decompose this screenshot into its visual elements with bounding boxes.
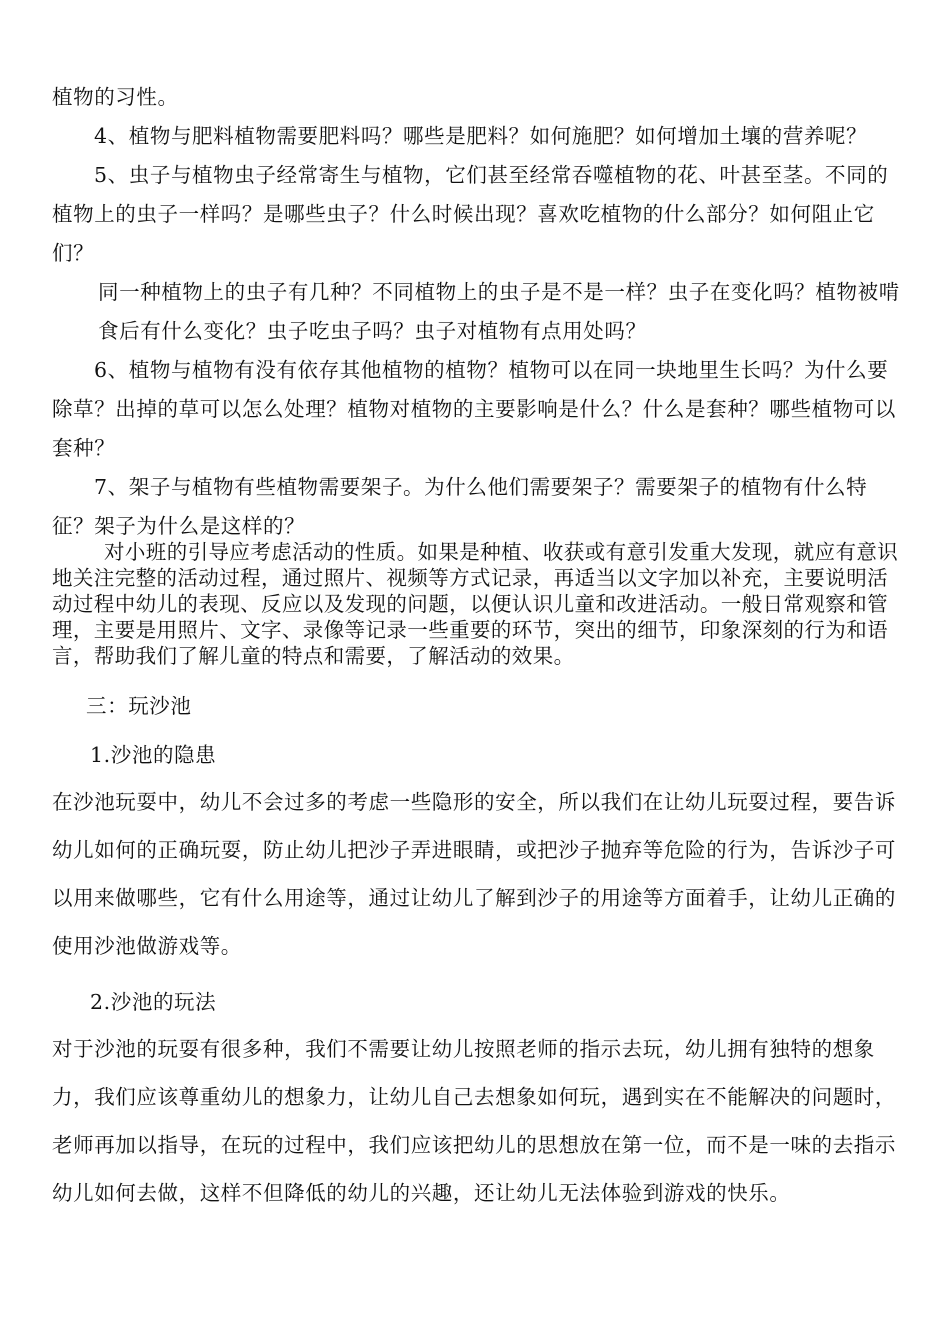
- paragraph-trellis-and-plants: 7、架子与植物有些植物需要架子。为什么他们需要架子？需要架子的植物有什么特征？架子为什么是这样的？: [52, 475, 868, 538]
- subheading-sandpit-play: 2.沙池的玩法: [90, 990, 217, 1014]
- paragraph-small-class-guidance: 对小班的引导应考虑活动的性质。如果是种植、收获或有意引发重大发现，就应有意识地关注完整的活动过程，通过照片、视频等方式记录，再适当以文字加以补充，主要说明活动过程中幼儿的表现、反应以及发现的问题，以便认识儿童和改进活动。一般日常观察和管理，主要是用照片、文字、录像等记录一些重要的环节，突出的细节，印象深刻的行为和语言，帮助我们了解儿童的特点和需要，了解活动的效果。: [52, 540, 899, 668]
- subheading-sandpit-hazards: 1.沙池的隐患: [90, 743, 217, 767]
- paragraph-sandpit-hazards: 在沙池玩耍中，幼儿不会过多的考虑一些隐形的安全，所以我们在让幼儿玩耍过程，要告诉幼儿如何的正确玩耍，防止幼儿把沙子弄进眼睛，或把沙子抛弃等危险的行为，告诉沙子可以用来做哪些，它有什么用途等，通过让幼儿了解到沙子的用途等方面着手，让幼儿正确的使用沙池做游戏等。: [52, 790, 896, 958]
- paragraph-plants-and-plants: 6、植物与植物有没有依存其他植物的植物？植物可以在同一块地里生长吗？为什么要除草？出掉的草可以怎么处理？植物对植物的主要影响是什么？什么是套种？哪些植物可以套种？: [52, 358, 896, 460]
- paragraph-plants-and-fertilizer: 4、植物与肥料植物需要肥料吗？哪些是肥料？如何施肥？如何增加土壤的营养呢？: [94, 124, 868, 148]
- paragraph-sandpit-play: 对于沙池的玩耍有很多种，我们不需要让幼儿按照老师的指示去玩，幼儿拥有独特的想象力，我们应该尊重幼儿的想象力，让幼儿自己去想象如何玩，遇到实在不能解决的问题时，老师再加以指导，在玩的过程中，我们应该把幼儿的思想放在第一位，而不是一味的去指示幼儿如何去做，这样不但降低的幼儿的兴趣，还让幼儿无法体验到游戏的快乐。: [52, 1037, 896, 1205]
- paragraph-insect-questions: 同一种植物上的虫子有几种？不同植物上的虫子是不是一样？虫子在变化吗？植物被啃食后有什么变化？虫子吃虫子吗？虫子对植物有点用处吗？: [98, 280, 900, 343]
- section-heading-sandpit: 三：玩沙池: [86, 694, 192, 718]
- paragraph-insects-and-plants: 5、虫子与植物虫子经常寄生与植物，它们甚至经常吞噬植物的花、叶甚至茎。不同的植物上的虫子一样吗？是哪些虫子？什么时候出现？喜欢吃植物的什么部分？如何阻止它们？: [52, 163, 889, 265]
- paragraph-plant-habits-end: 植物的习性。: [52, 85, 179, 109]
